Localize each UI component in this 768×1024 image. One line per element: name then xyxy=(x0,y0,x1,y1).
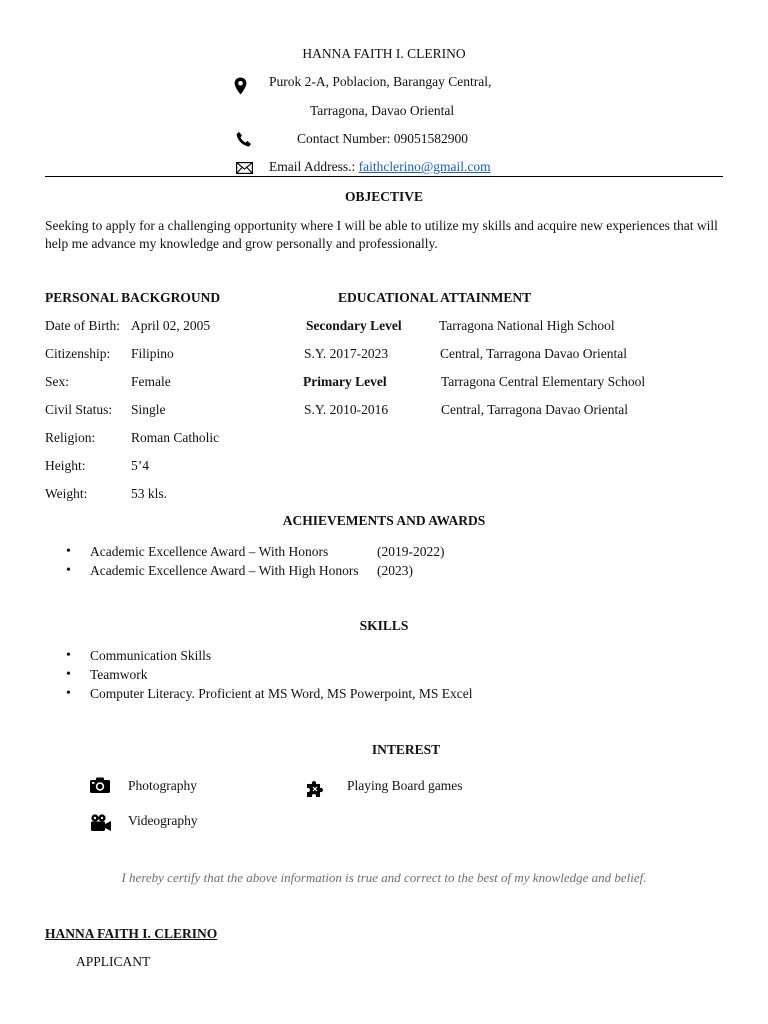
secondary-school-location: Central, Tarragona Davao Oriental xyxy=(440,346,627,361)
skill-text: Teamwork xyxy=(90,667,148,682)
personal-value-religion: Roman Catholic xyxy=(131,430,220,445)
skill-text: Computer Literacy. Proficient at MS Word, MS Powerpoint, MS Excel xyxy=(90,686,473,701)
award-year: (2019-2022) xyxy=(377,544,445,559)
map-pin-icon xyxy=(234,77,247,95)
secondary-school-name: Tarragona National High School xyxy=(439,318,615,333)
achievements-heading: ACHIEVEMENTS AND AWARDS xyxy=(282,513,486,528)
address-line-1: Purok 2-A, Poblacion, Barangay Central, xyxy=(269,74,492,89)
personal-background-heading: PERSONAL BACKGROUND xyxy=(45,290,221,305)
personal-value-civil-status: Single xyxy=(131,402,166,417)
secondary-school-year: S.Y. 2017-2023 xyxy=(304,346,389,361)
personal-value-sex: Female xyxy=(131,374,171,389)
certification-statement: I hereby certify that the above information is true and correct to the best of my knowledge and belief. xyxy=(121,870,647,885)
signature-name: HANNA FAITH I. CLERINO xyxy=(45,926,218,941)
signature-role: APPLICANT xyxy=(76,954,151,969)
personal-label-height: Height: xyxy=(45,458,86,473)
achievements-list xyxy=(66,542,486,580)
personal-label-citizenship: Citizenship: xyxy=(45,346,111,361)
camera-icon xyxy=(90,777,110,793)
skills-list xyxy=(66,646,473,703)
education-heading: EDUCATIONAL ATTAINMENT xyxy=(338,290,532,305)
list-item xyxy=(66,684,473,703)
personal-value-height: 5’4 xyxy=(131,458,149,473)
list-item xyxy=(66,561,486,580)
primary-school-location: Central, Tarragona Davao Oriental xyxy=(441,402,628,417)
interest-heading: INTEREST xyxy=(371,742,441,757)
interest-board-games: Playing Board games xyxy=(347,778,463,793)
personal-label-civil-status: Civil Status: xyxy=(45,402,113,417)
puzzle-icon xyxy=(306,780,324,798)
interest-photography: Photography xyxy=(128,778,197,793)
objective-text: Seeking to apply for a challenging opportunity where I will be able to utilize my skills and acquire new experiences that will help me advance my knowledge and grow personally and professionally. xyxy=(45,218,718,251)
primary-school-name: Tarragona Central Elementary School xyxy=(441,374,646,389)
personal-label-religion: Religion: xyxy=(45,430,96,445)
list-item xyxy=(66,646,473,665)
personal-value-weight: 53 kls. xyxy=(131,486,168,501)
list-item xyxy=(66,542,486,561)
envelope-icon xyxy=(236,162,253,174)
objective-heading: OBJECTIVE xyxy=(344,189,424,204)
personal-label-dob: Date of Birth: xyxy=(45,318,120,333)
email-line xyxy=(269,159,491,175)
header-divider xyxy=(45,176,723,177)
personal-label-weight: Weight: xyxy=(45,486,88,501)
phone-icon xyxy=(236,131,252,147)
video-camera-icon xyxy=(90,814,112,832)
primary-level-label: Primary Level xyxy=(303,374,387,389)
interest-videography: Videography xyxy=(128,813,198,828)
applicant-name: HANNA FAITH I. CLERINO xyxy=(302,46,466,61)
secondary-level-label: Secondary Level xyxy=(306,318,402,333)
email-link[interactable]: faithclerino@gmail.com xyxy=(358,159,491,174)
award-title: Academic Excellence Award – With High Honors xyxy=(90,563,359,578)
skill-text: Communication Skills xyxy=(90,648,212,663)
address-line-2: Tarragona, Davao Oriental xyxy=(310,103,455,118)
contact-number: Contact Number: 09051582900 xyxy=(297,131,468,146)
primary-school-year: S.Y. 2010-2016 xyxy=(304,402,389,417)
skills-heading: SKILLS xyxy=(359,618,409,633)
list-item xyxy=(66,665,473,684)
award-year: (2023) xyxy=(377,563,413,578)
award-title: Academic Excellence Award – With Honors xyxy=(90,544,329,559)
personal-label-sex: Sex: xyxy=(45,374,70,389)
personal-value-citizenship: Filipino xyxy=(131,346,174,361)
personal-value-dob: April 02, 2005 xyxy=(131,318,211,333)
email-label: Email Address.: xyxy=(269,159,359,174)
